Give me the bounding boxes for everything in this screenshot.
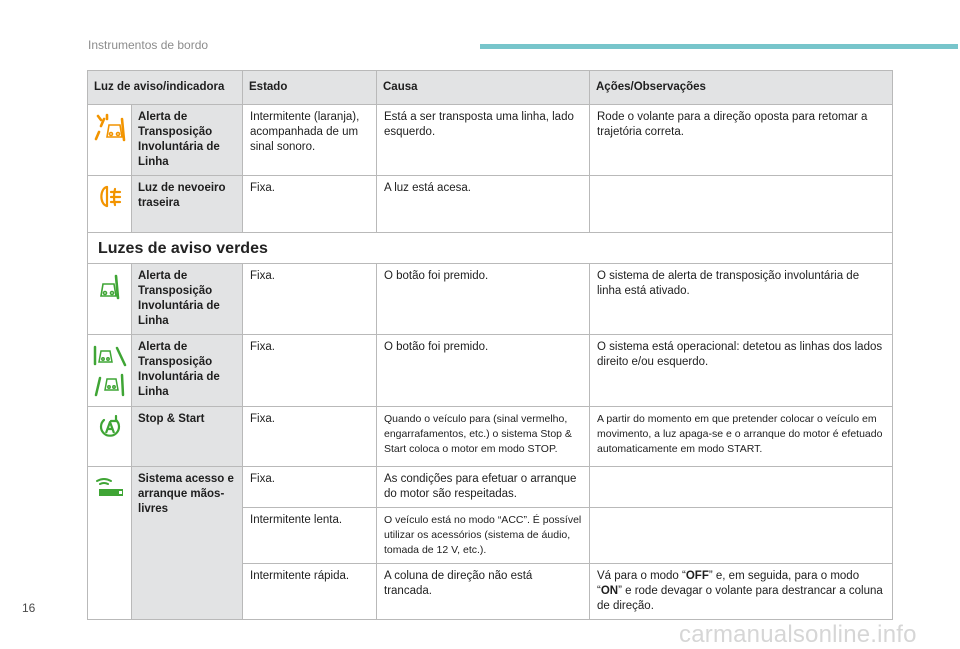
keyless-entry-start-icon bbox=[88, 475, 131, 499]
table-row bbox=[88, 335, 893, 407]
column-header-action: Ações/Observações bbox=[590, 71, 893, 105]
state-cell: Fixa. bbox=[243, 407, 377, 467]
action-cell bbox=[590, 176, 893, 233]
cause-cell: O botão foi premido. bbox=[377, 335, 590, 407]
cause-cell: Quando o veículo para (sinal vermelho, engarrafamentos, etc.) o sistema Stop & Start coloca o motor em modo STOP. bbox=[377, 407, 590, 467]
action-cell bbox=[590, 467, 893, 508]
action-cell bbox=[590, 508, 893, 564]
action-cell: Rode o volante para a direção oposta para retomar a trajetória correta. bbox=[590, 105, 893, 176]
icon-cell bbox=[88, 335, 132, 407]
icon-cell bbox=[88, 105, 132, 176]
stop-start-icon bbox=[88, 415, 131, 439]
cause-cell: A coluna de direção não está trancada. bbox=[377, 564, 590, 620]
icon-cell bbox=[88, 264, 132, 335]
action-text-middle: ” e, em seguida, para o modo “ bbox=[597, 570, 860, 597]
state-cell: Fixa. bbox=[243, 264, 377, 335]
table-row bbox=[88, 407, 893, 467]
cause-cell: A luz está acesa. bbox=[377, 176, 590, 233]
column-header-state: Estado bbox=[243, 71, 377, 105]
page-number: 16 bbox=[22, 601, 36, 615]
section-header: Instrumentos de bordo bbox=[88, 38, 209, 52]
on-mode-label: ON bbox=[600, 585, 619, 597]
light-name: Alerta de Transposição Involuntária de Linha bbox=[132, 264, 243, 335]
lane-departure-warning-orange-icon bbox=[88, 113, 131, 143]
state-cell: Intermitente lenta. bbox=[243, 508, 377, 564]
lane-departure-lines-detected-icon bbox=[88, 343, 131, 399]
action-text-suffix: ” e rode devagar o volante para destrancar a coluna de direção. bbox=[597, 585, 883, 612]
state-cell: Fixa. bbox=[243, 467, 377, 508]
table-row bbox=[88, 105, 893, 176]
rear-fog-light-icon bbox=[88, 184, 131, 210]
cause-cell: As condições para efetuar o arranque do motor são respeitadas. bbox=[377, 467, 590, 508]
action-cell: O sistema está operacional: detetou as linhas dos lados direito e/ou esquerdo. bbox=[590, 335, 893, 407]
state-cell: Intermitente (laranja), acompanhada de um sinal sonoro. bbox=[243, 105, 377, 176]
table-row bbox=[88, 264, 893, 335]
light-name: Stop & Start bbox=[132, 407, 243, 467]
column-header-cause: Causa bbox=[377, 71, 590, 105]
header-accent-bar bbox=[480, 44, 958, 49]
table-header-row bbox=[88, 71, 893, 105]
state-cell: Fixa. bbox=[243, 176, 377, 233]
action-cell: O sistema de alerta de transposição involuntária de linha está ativado. bbox=[590, 264, 893, 335]
cause-cell: Está a ser transposta uma linha, lado esquerdo. bbox=[377, 105, 590, 176]
icon-cell bbox=[88, 176, 132, 233]
state-cell: Fixa. bbox=[243, 335, 377, 407]
watermark: carmanualsonline.info bbox=[679, 621, 917, 648]
column-header-light: Luz de aviso/indicadora bbox=[88, 71, 243, 105]
green-lights-title: Luzes de aviso verdes bbox=[88, 233, 893, 264]
action-text-prefix: Vá para o modo “ bbox=[597, 570, 686, 582]
light-name: Alerta de Transposição Involuntária de Linha bbox=[132, 105, 243, 176]
icon-cell bbox=[88, 407, 132, 467]
icon-cell bbox=[88, 467, 132, 620]
state-cell: Intermitente rápida. bbox=[243, 564, 377, 620]
lane-departure-warning-green-icon bbox=[88, 272, 131, 300]
cause-cell: O botão foi premido. bbox=[377, 264, 590, 335]
light-name: Alerta de Transposição Involuntária de Linha bbox=[132, 335, 243, 407]
table-row bbox=[88, 467, 893, 508]
off-mode-label: OFF bbox=[685, 570, 709, 582]
cause-cell: O veículo está no modo “ACC”. É possível utilizar os acessórios (sistema de áudio, tomada de 12 V, etc.). bbox=[377, 508, 590, 564]
light-name: Luz de nevoeiro traseira bbox=[132, 176, 243, 233]
warning-lights-table bbox=[87, 70, 893, 620]
action-cell bbox=[590, 564, 893, 620]
section-title-row bbox=[88, 233, 893, 264]
action-cell: A partir do momento em que pretender colocar o veículo em movimento, a luz apaga-se e o arranque do motor é efetuado automaticamente em modo START. bbox=[590, 407, 893, 467]
light-name: Sistema acesso e arranque mãos-livres bbox=[132, 467, 243, 620]
table-row bbox=[88, 176, 893, 233]
